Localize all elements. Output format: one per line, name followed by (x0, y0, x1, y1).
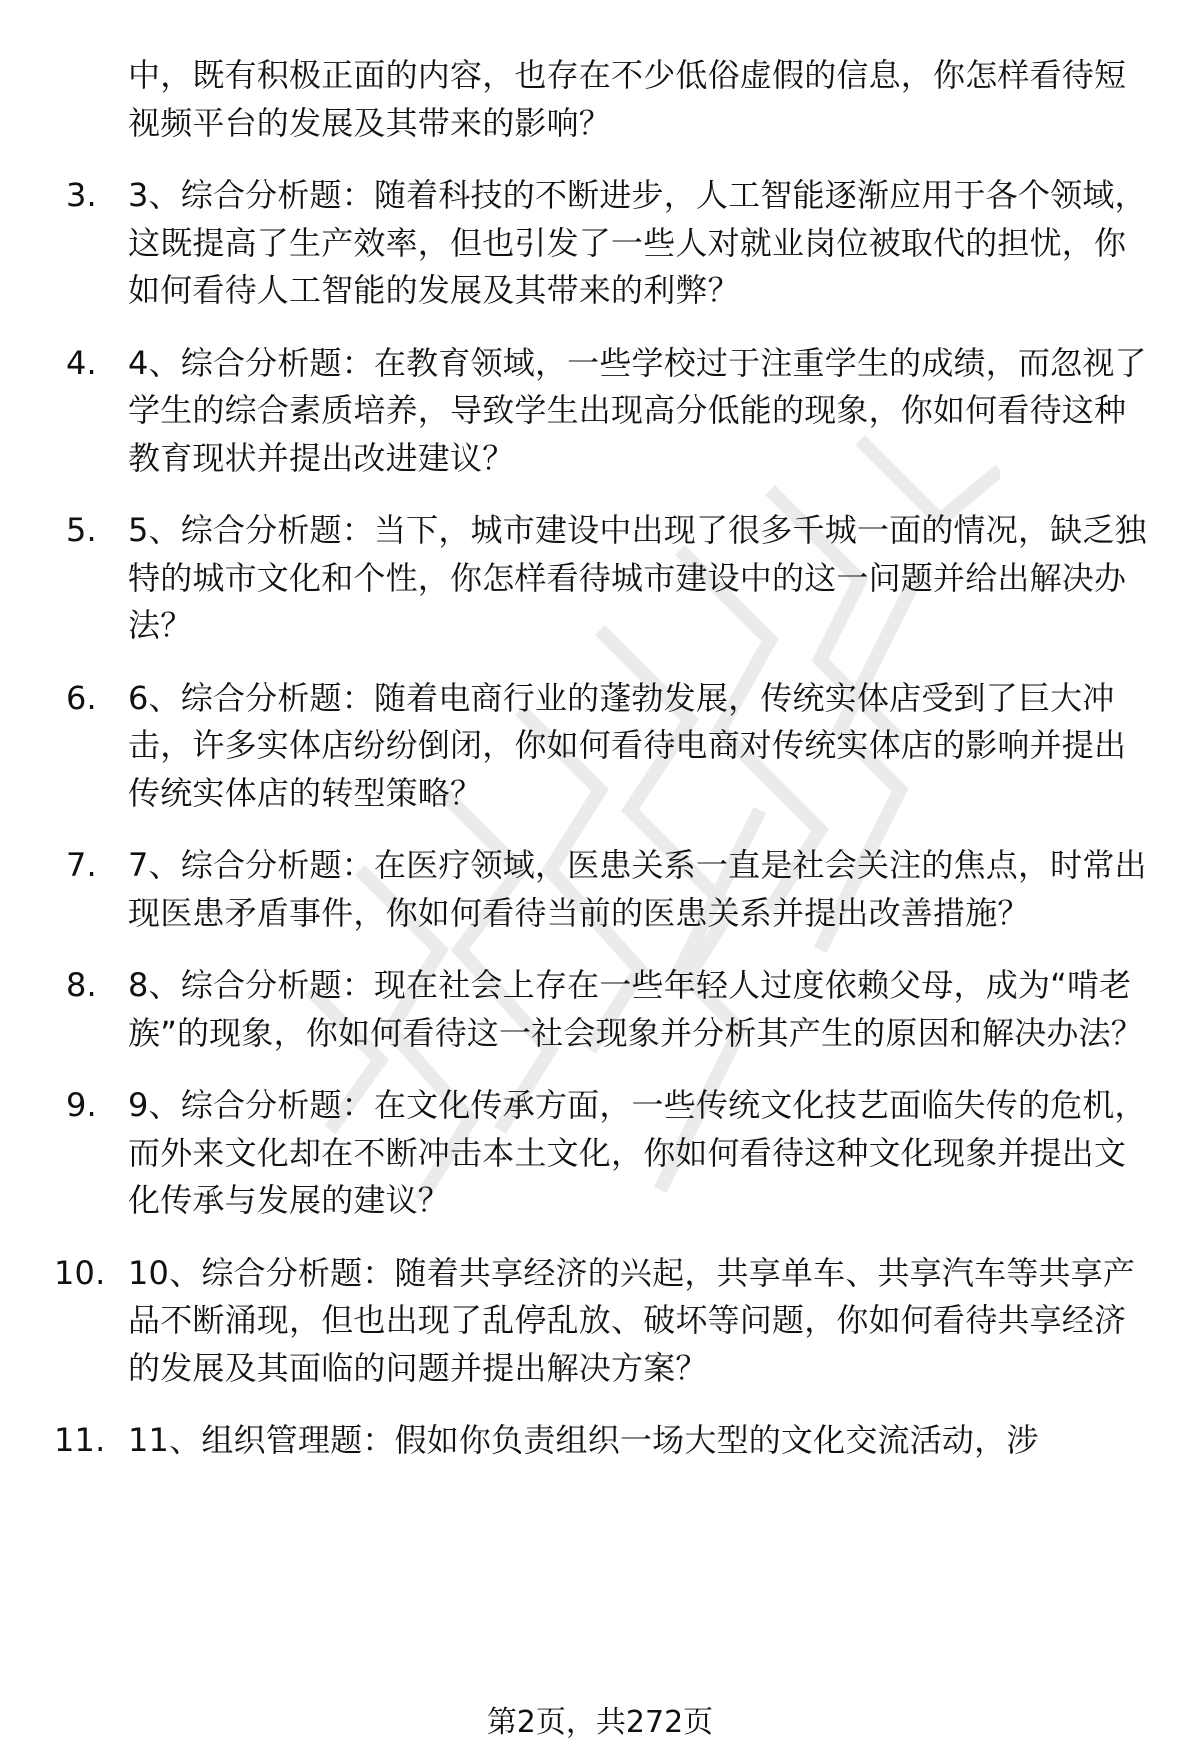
question-text: 7、综合分析题：在医疗领域，医患关系一直是社会关注的焦点，时常出现医患矛盾事件，你如何看待当前的医患关系并提出改善措施？ (128, 846, 1147, 932)
question-text: 4、综合分析题：在教育领域，一些学校过于注重学生的成绩，而忽视了学生的综合素质培养，导致学生出现高分低能的现象，你如何看待这种教育现状并提出改进建议？ (128, 343, 1147, 477)
question-text: 8、综合分析题：现在社会上存在一些年轻人过度依赖父母，成为“啃老族”的现象，你如何看待这一社会现象并分析其产生的原因和解决办法？ (128, 966, 1143, 1052)
list-item-7 (0, 842, 1158, 937)
document-body (0, 52, 1200, 1465)
list-number: 5. (66, 511, 97, 549)
list-number: 8. (66, 966, 97, 1004)
list-item-3 (0, 172, 1158, 315)
list-number: 10. (54, 1253, 106, 1292)
question-text: 5、综合分析题：当下，城市建设中出现了很多千城一面的情况，缺乏独特的城市文化和个性，你怎样看待城市建设中的这一问题并给出解决办法？ (128, 511, 1147, 644)
page-number-footer: 第2页，共272页 (486, 1705, 714, 1740)
list-number: 11. (54, 1421, 106, 1459)
list-item-11 (0, 1417, 1158, 1465)
list-item-10 (0, 1250, 1158, 1393)
list-item-5 (0, 507, 1158, 650)
question-text: 11、组织管理题：假如你负责组织一场大型的文化交流活动，涉 (128, 1421, 1039, 1459)
question-text: 6、综合分析题：随着电商行业的蓬勃发展，传统实体店受到了巨大冲击，许多实体店纷纷倒闭，你如何看待电商对传统实体店的影响并提出传统实体店的转型策略？ (128, 678, 1127, 812)
question-text: 9、综合分析题：在文化传承方面，一些传统文化技艺面临失传的危机，而外来文化却在不断冲击本土文化，你如何看待这种文化现象并提出文化传承与发展的建议？ (128, 1086, 1147, 1219)
continued-paragraph: 中，既有积极正面的内容，也存在不少低俗虚假的信息，你怎样看待短视频平台的发展及其带来的影响？ (128, 56, 1127, 142)
list-number: 7. (66, 846, 97, 884)
list-number: 3. (66, 176, 97, 214)
list-number: 4. (66, 343, 97, 382)
list-number: 6. (66, 678, 97, 717)
list-item-9 (0, 1082, 1158, 1225)
list-item-8 (0, 962, 1158, 1057)
question-text: 3、综合分析题：随着科技的不断进步，人工智能逐渐应用于各个领域，这既提高了生产效率，但也引发了一些人对就业岗位被取代的担忧，你如何看待人工智能的发展及其带来的利弊？ (128, 176, 1147, 309)
list-item-6 (0, 675, 1158, 818)
list-number: 9. (66, 1086, 97, 1124)
list-item-4 (0, 340, 1158, 483)
question-text: 10、综合分析题：随着共享经济的兴起，共享单车、共享汽车等共享产品不断涌现，但也出现了乱停乱放、破坏等问题，你如何看待共享经济的发展及其面临的问题并提出解决方案？ (128, 1253, 1136, 1387)
